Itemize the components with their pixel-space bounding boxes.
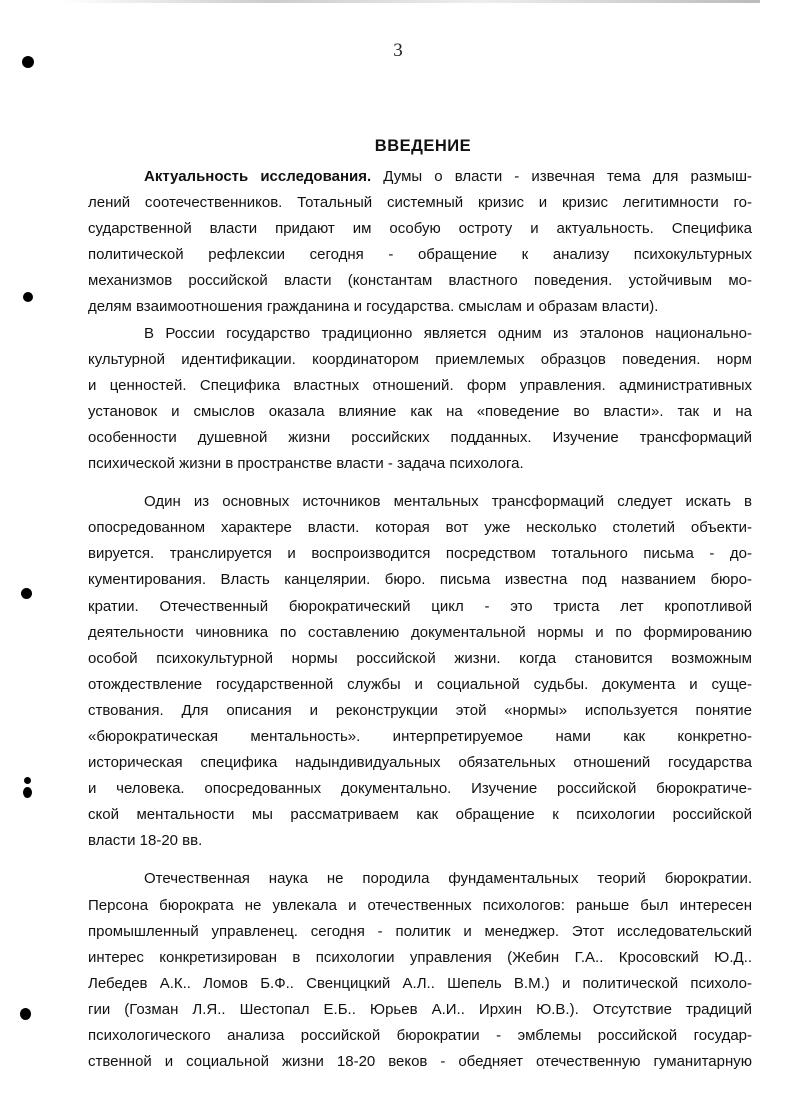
text-line: и ценностей. Специфика властных отношений. форм управления. административных [88, 376, 752, 394]
text-line: особенности душевной жизни российских подданных. Изучение трансформаций [88, 428, 752, 446]
text-line: и человека. опосредованных документально. Изучение российской бюрократиче- [88, 780, 752, 798]
text-line: историческая специфика надындивидуальных обязательных отношений государства [88, 754, 752, 772]
paragraph-science [88, 866, 752, 1075]
text-line: кументирования. Власть канцелярии. бюро. письма известна под названием бюро- [88, 571, 752, 589]
text-line: механизмов российской власти (константам властного поведения. устойчивым мо- [88, 272, 752, 290]
text-line: ствования. Для описания и реконструкции этой «нормы» используется понятие [88, 701, 752, 719]
text-line: гии (Гозман Л.Я.. Шестопал Е.Б.. Юрьев А.И.. Ирхин Ю.В.). Отсутствие традиций [88, 1000, 752, 1018]
text-line: особой психокультурной нормы российской жизни. когда становится возможным [88, 649, 752, 667]
text-line: В России государство традиционно является одним из эталонов национально- [144, 324, 752, 342]
binding-hole-mark [22, 56, 34, 68]
text-line: отождествление государственной службы и социальной судьбы. документа и суще- [88, 675, 752, 693]
text-line: психологического анализа российской бюрократии - эмблемы российской государ- [88, 1027, 752, 1044]
section-title: ВВЕДЕНИЕ [374, 137, 472, 155]
text-line: «бюрократическая ментальность». интерпретируемое нами как конкретно- [88, 727, 752, 745]
body-text [88, 164, 752, 1075]
binding-hole-mark [20, 1008, 31, 1020]
text-line: власти 18-20 вв. [88, 832, 203, 850]
text-line: кратии. Отечественный бюрократический цикл - это триста лет кропотливой [88, 597, 752, 615]
binding-hole-mark [24, 777, 31, 784]
page-number: 3 [393, 40, 403, 61]
text-line: ственной и социальной жизни 18-20 веков - обедняет отечественную гуманитарную [88, 1053, 752, 1071]
text-line: интерес конкретизирован в психологии управления (Жебин Г.А.. Кросовский Ю.Д.. [88, 948, 752, 966]
paragraph-state [88, 321, 752, 478]
text-line: сударственной власти придают им особую остроту и актуальность. Специфика [88, 220, 752, 238]
text-line: промышленный управленец. сегодня - политик и менеджер. Этот исследовательский [88, 922, 752, 940]
text-line: деятельности чиновника по составлению документальной нормы и по формированию [88, 623, 752, 641]
text-line: вируется. транслируется и воспроизводится посредством тотального письма - до- [88, 545, 752, 563]
text-line: Отечественная наука не породила фундаментальных теорий бюрократии. [144, 870, 752, 888]
scan-edge-artifact [60, 0, 760, 3]
binding-hole-mark [23, 292, 33, 302]
binding-hole-mark [23, 787, 32, 798]
text-line: культурной идентификации. координатором приемлемых образцов поведения. норм [88, 350, 752, 368]
lead-phrase: Актуальность исследования. [144, 168, 372, 185]
text-line: Актуальность исследования. Думы о власти - извечная тема для размыш- [144, 168, 752, 185]
text-line: лений соотечественников. Тотальный системный кризис и кризис легитимности го- [88, 194, 752, 212]
text-line: установок и смыслов оказала влияние как на «поведение во власти». так и на [88, 402, 752, 420]
paragraph-bureaucracy [88, 489, 752, 854]
text-line: делям взаимоотношения гражданина и государства. смыслам и образам власти). [88, 298, 659, 316]
text-line: Персона бюрократа не увлекала и отечественных психологов: раньше был интересен [88, 896, 752, 914]
text-line: Лебедев А.К.. Ломов Б.Ф.. Свенцицкий А.Л.. Шепель В.М.) и политической психоло- [88, 974, 752, 992]
text-line: ской ментальности мы рассматриваем как обращение к психологии российской [88, 806, 752, 824]
text-line: психической жизни в пространстве власти - задача психолога. [88, 455, 524, 473]
text-line: опосредованном характере власти. которая вот уже несколько столетий объекти- [88, 519, 752, 537]
text-line: политической рефлексии сегодня - обращение к анализу психокультурных [88, 246, 752, 264]
paragraph-relevance [88, 164, 752, 321]
text-line: Один из основных источников ментальных трансформаций следует искать в [144, 493, 752, 511]
binding-hole-mark [21, 588, 32, 599]
